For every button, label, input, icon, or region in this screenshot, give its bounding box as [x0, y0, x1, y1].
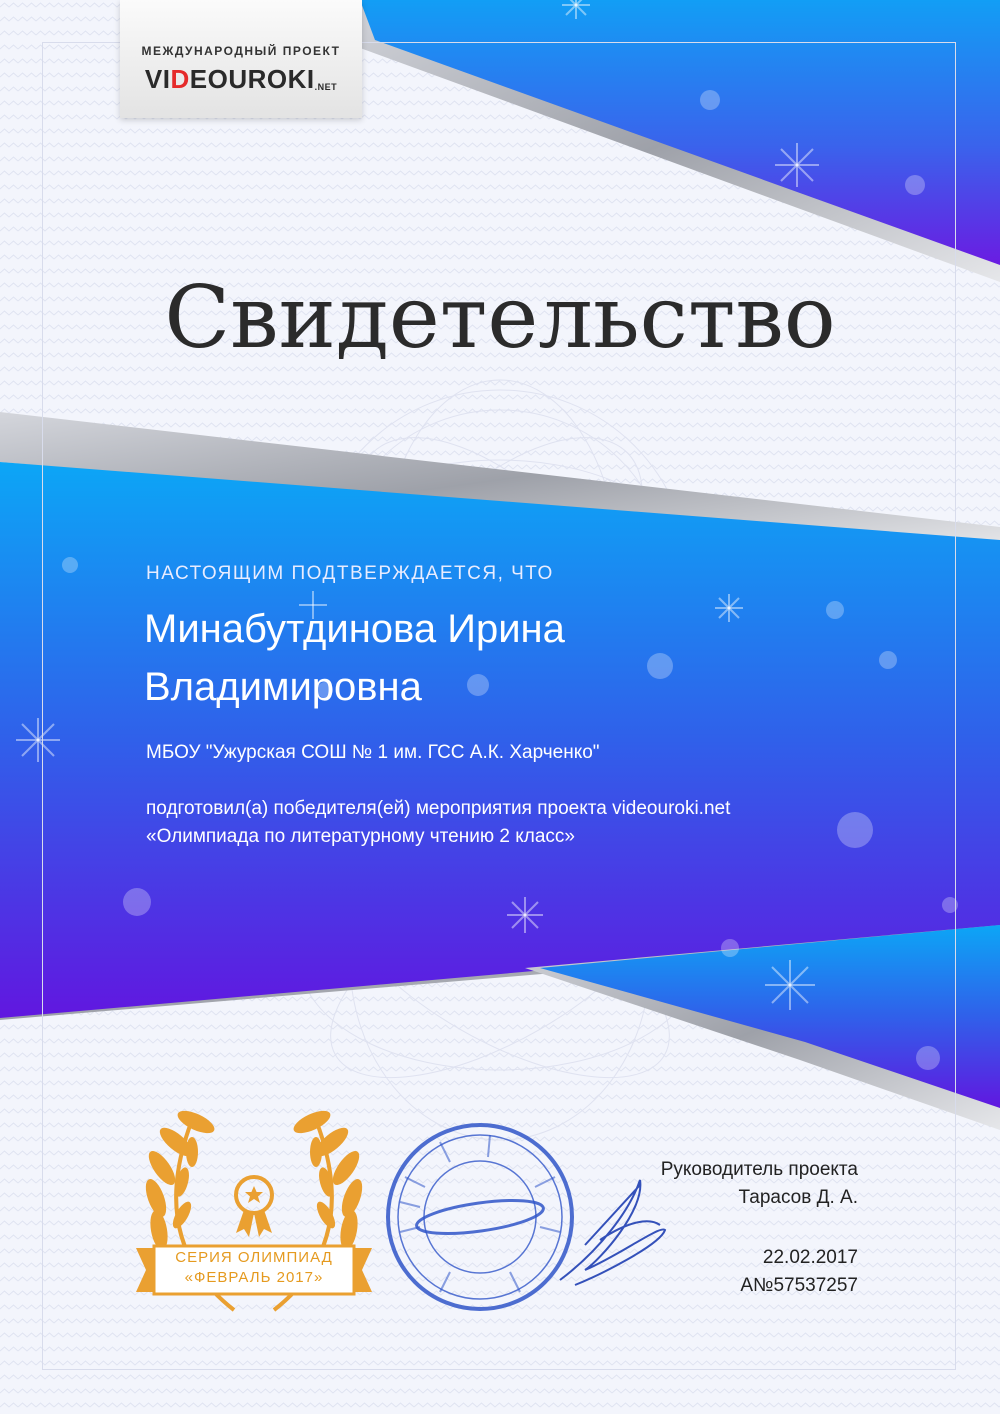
badge-line-2: «ФЕВРАЛЬ 2017» — [184, 1269, 324, 1286]
event-line-2: «Олимпиада по литературному чтению 2 класс» — [146, 826, 575, 847]
logo-text-post: EOUROKI — [189, 64, 315, 94]
signer-role: Руководитель проекта — [660, 1159, 858, 1180]
olympiad-series-badge — [160, 1248, 348, 1288]
badge-line-1: СЕРИЯ ОЛИМПИАД — [175, 1249, 333, 1266]
certificate-title: Свидетельство — [164, 268, 836, 368]
school-name: МБОУ "Ужурская СОШ № 1 им. ГСС А.К. Харченко" — [146, 742, 600, 763]
logo-suffix: .NET — [314, 82, 338, 92]
confirmation-line: НАСТОЯЩИМ ПОДТВЕРЖДАЕТСЯ, ЧТО — [146, 563, 554, 584]
signer-name: Тарасов Д. А. — [738, 1187, 858, 1208]
event-description — [146, 795, 730, 851]
logo-tab[interactable] — [120, 0, 362, 118]
logo-text-red: D — [170, 64, 190, 94]
logo-text-pre: VI — [144, 64, 171, 94]
issue-date: 22.02.2017 — [762, 1247, 858, 1268]
event-line-1: подготовил(а) победителя(ей) мероприятия проекта videouroki.net — [146, 798, 731, 819]
project-label: МЕЖДУНАРОДНЫЙ ПРОЕКТ — [141, 44, 341, 58]
recipient-name: Минабутдинова Ирина Владимировна — [144, 607, 565, 709]
certificate-number: А№57537257 — [740, 1275, 858, 1296]
signature-block — [661, 1156, 858, 1300]
videouroki-logo — [120, 64, 362, 95]
